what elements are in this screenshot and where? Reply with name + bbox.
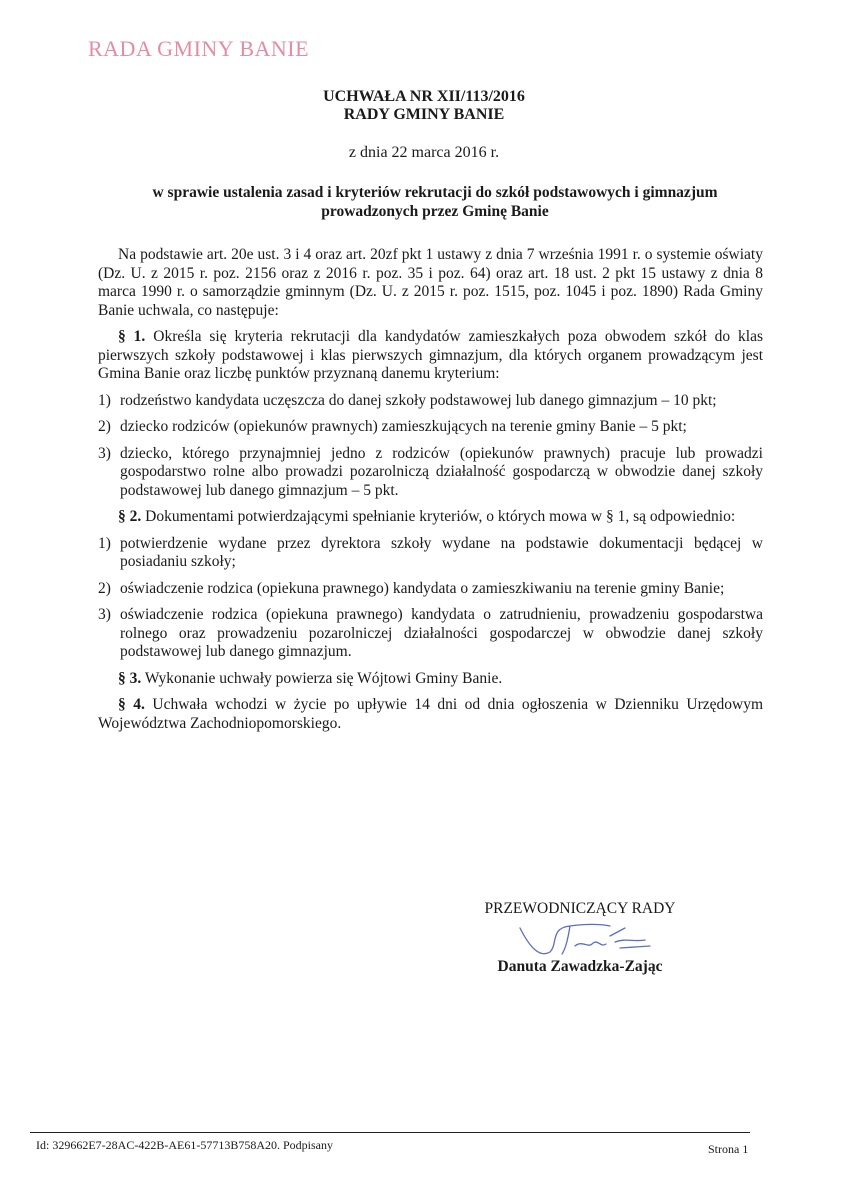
section-4 <box>98 696 763 733</box>
page-number: Strona 1 <box>708 1142 749 1156</box>
signature-scribble-icon <box>450 918 710 958</box>
item-number: 3) <box>98 606 111 623</box>
document-id: Id: 329662E7-28AC-422B-AE61-57713B758A20. Podpisany <box>36 1138 333 1152</box>
item-number: 2) <box>98 418 111 435</box>
signature-block <box>450 900 710 976</box>
item-text: oświadczenie rodzica (opiekuna prawnego) kandydata o zamieszkiwaniu na terenie gminy Banie; <box>120 579 725 597</box>
handwritten-signature <box>450 918 710 958</box>
item-text: dziecko rodziców (opiekunów prawnych) zamieszkujących na terenie gminy Banie – 5 pkt; <box>120 418 687 435</box>
resolution-subject: w sprawie ustalenia zasad i kryteriów rekrutacji do szkół podstawowych i gimnazjum prowadzonych przez Gminę Banie <box>152 184 718 220</box>
section-1 <box>98 328 763 500</box>
signatory-role: PRZEWODNICZĄCY RADY <box>484 900 676 917</box>
item-number: 1) <box>98 391 111 409</box>
section-label: § 1. <box>118 328 146 345</box>
section-label: § 2. <box>118 508 142 525</box>
item-text: rodzeństwo kandydata uczęszcza do danej szkoły podstawowej lub danego gimnazjum – 10 pkt; <box>120 391 717 409</box>
section-label: § 3. <box>118 669 142 687</box>
list-item <box>98 445 763 501</box>
list-item <box>98 535 763 572</box>
section-text: Uchwała wchodzi w życie po upływie 14 dni od dnia ogłoszenia w Dzienniku Urzędowym Województwa Zachodniopomorskiego. <box>98 696 764 732</box>
section-text: Wykonanie uchwały powierza się Wójtowi Gminy Banie. <box>144 669 503 687</box>
section-2 <box>98 508 763 662</box>
item-text: potwierdzenie wydane przez dyrektora szkoły wydane na podstawie dokumentacji będącej w posiadaniu szkoły; <box>120 534 763 570</box>
resolution-date: z dnia 22 marca 2016 r. <box>348 144 500 161</box>
resolution-body <box>98 246 763 741</box>
resolution-issuer: RADY GMINY BANIE <box>343 106 505 123</box>
section-label: § 4. <box>118 696 145 713</box>
item-number: 1) <box>98 534 111 552</box>
footer-divider <box>30 1132 750 1133</box>
list-item <box>98 392 763 411</box>
list-item <box>98 580 763 599</box>
item-text: dziecko, którego przynajmniej jedno z rodziców (opiekunów prawnych) pracuje lub prowadzi gospodarstwo rolne albo prowadzi pozarolniczą działalność gospodarczą w obwodzie danej szkoły podstawowej lub danego gimnazjum – 5 pkt. <box>120 444 763 499</box>
section-3 <box>98 670 763 689</box>
resolution-title: UCHWAŁA NR XII/113/2016 <box>323 88 525 105</box>
list-item <box>98 418 763 437</box>
item-number: 3) <box>98 444 111 462</box>
list-item <box>98 606 763 662</box>
council-stamp: RADA GMINY BANIE <box>88 36 310 61</box>
signatory-name: Danuta Zawadzka-Zając <box>497 958 663 975</box>
section-text: Dokumentami potwierdzającymi spełnianie kryteriów, o których mowa w § 1, są odpowiednio: <box>145 508 736 525</box>
item-number: 2) <box>98 579 111 597</box>
preamble: Na podstawie art. 20e ust. 3 i 4 oraz art. 20zf pkt 1 ustawy z dnia 7 września 1991 r. o systemie oświaty (Dz. U. z 2015 r. poz. 2156 oraz z 2016 r. poz. 35 i poz. 64) oraz art. 18 ust. 2 pkt 15 ustawy z dnia 8 marca 1990 r. o samorządzie gminnym (Dz. U. z 2015 r. poz. 1515, poz. 1045 i poz. 1890) Rada Gminy Banie uchwala, co następuje: <box>98 246 763 319</box>
item-text: oświadczenie rodzica (opiekuna prawnego) kandydata o zatrudnieniu, prowadzeniu gospodarstwa rolnego oraz prowadzeniu pozarolniczej działalności gospodarczej w obwodzie danej szkoły podstawowej lub danego gimnazjum. <box>120 606 763 660</box>
section-text: Określa się kryteria rekrutacji dla kandydatów zamieszkałych poza obwodem szkół do klas pierwszych szkoły podstawowej i klas pierwszych gimnazjum, dla których organem prowadzącym jest Gmina Banie oraz liczbę punktów przyznaną danemu kryterium: <box>98 328 764 382</box>
